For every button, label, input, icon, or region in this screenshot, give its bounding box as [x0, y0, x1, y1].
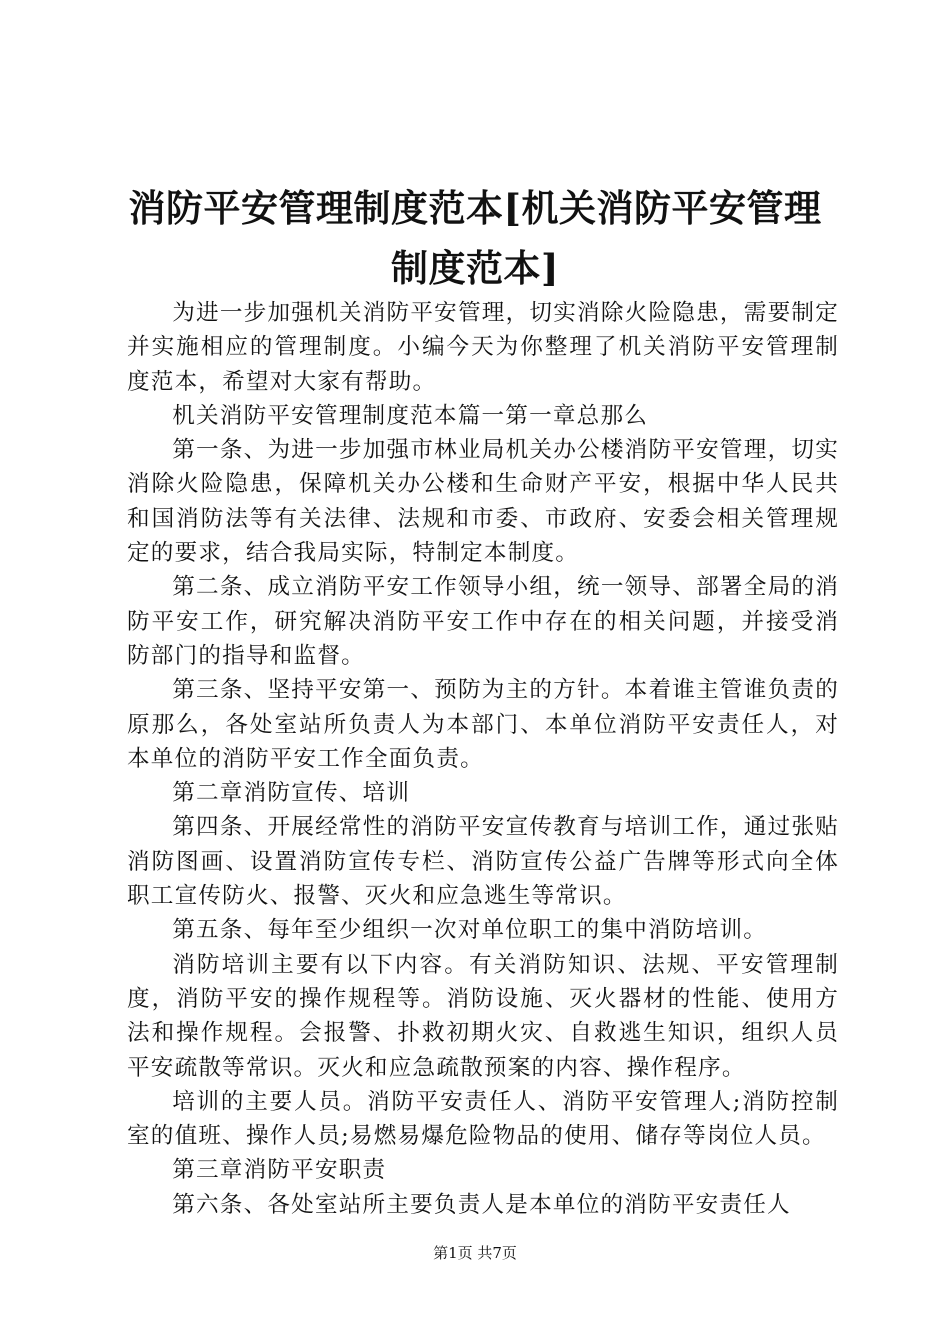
paragraph-article-3: 第三条、坚持平安第一、预防为主的方针。本着谁主管谁负责的原那么，各处室站所负责人为本部门、本单位消防平安责任人，对本单位的消防平安工作全面负责。	[127, 677, 839, 772]
paragraph-chapter-1-heading: 机关消防平安管理制度范本篇一第一章总那么	[172, 402, 649, 429]
paragraph-article-4: 第四条、开展经常性的消防平安宣传教育与培训工作，通过张贴消防图画、设置消防宣传专栏、消防宣传公益广告牌等形式向全体职工宣传防火、报警、灭火和应急逃生等常识。	[127, 814, 839, 910]
paragraph-intro: 为进一步加强机关消防平安管理，切实消除火险隐患，需要制定并实施相应的管理制度。小编今天为你整理了机关消防平安管理制度范本，希望对大家有帮助。	[127, 300, 839, 395]
paragraph-training-content: 消防培训主要有以下内容。有关消防知识、法规、平安管理制度，消防平安的操作规程等。消防设施、灭火器材的性能、使用方法和操作规程。会报警、扑救初期火灾、自救逃生知识，组织人员平安疏散等常识。灭火和应急疏散预案的内容、操作程序。	[127, 951, 839, 1081]
paragraph-article-1: 第一条、为进一步加强市林业局机关办公楼消防平安管理，切实消除火险隐患，保障机关办公楼和生命财产平安，根据中华人民共和国消防法等有关法律、法规和市委、市政府、安委会相关管理规定的要求，结合我局实际，特制定本制度。	[127, 437, 839, 567]
paragraph-chapter-3-heading: 第三章消防平安职责	[172, 1157, 387, 1184]
document-title: 消防平安管理制度范本[机关消防平安管理制度范本]	[128, 186, 822, 290]
paragraph-chapter-2-heading: 第二章消防宣传、培训	[172, 780, 411, 807]
paragraph-article-6: 第六条、各处室站所主要负责人是本单位的消防平安责任人	[172, 1191, 791, 1218]
paragraph-article-2: 第二条、成立消防平安工作领导小组，统一领导、部署全局的消防平安工作，研究解决消防平安工作中存在的相关问题，并接受消防部门的指导和监督。	[127, 574, 839, 669]
page-number-footer: 第1页 共7页	[433, 1244, 517, 1262]
paragraph-training-personnel: 培训的主要人员。消防平安责任人、消防平安管理人;消防控制室的值班、操作人员;易燃易爆危险物品的使用、储存等岗位人员。	[127, 1088, 839, 1150]
document-body	[127, 296, 839, 1222]
paragraph-article-5: 第五条、每年至少组织一次对单位职工的集中消防培训。	[172, 917, 768, 944]
